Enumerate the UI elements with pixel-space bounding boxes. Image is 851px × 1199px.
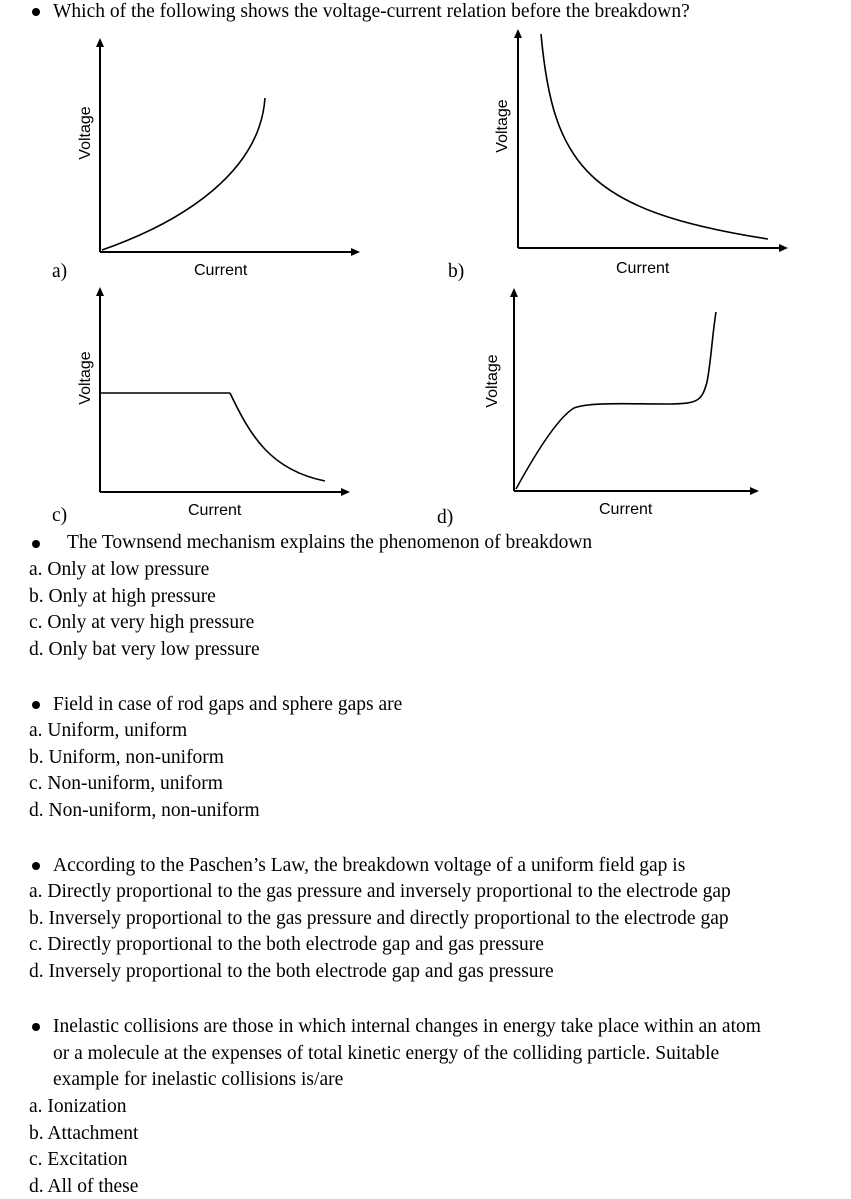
- graph-b-x-label: Current: [616, 260, 670, 277]
- question-4-option: d. Inversely proportional to the both electrode gap and gas pressure: [29, 961, 554, 982]
- graph-c-option-label: c): [52, 505, 68, 526]
- graph-b-option-label: b): [448, 261, 465, 282]
- question-4-text: According to the Paschen’s Law, the breakdown voltage of a uniform field gap is: [53, 855, 686, 876]
- graph-c-y-label: Voltage: [77, 351, 94, 405]
- question-4-option: b. Inversely proportional to the gas pressure and directly proportional to the electrode gap: [29, 908, 729, 929]
- bullet: [32, 8, 40, 16]
- question-2-text: The Townsend mechanism explains the phenomenon of breakdown: [67, 532, 593, 553]
- question-4-option: c. Directly proportional to the both electrode gap and gas pressure: [29, 934, 544, 955]
- graph-a: [90, 36, 370, 266]
- bullet: [32, 1023, 40, 1031]
- graph-b-y-label: Voltage: [494, 99, 511, 153]
- bullet: [32, 540, 40, 548]
- question-3-option: d. Non-uniform, non-uniform: [29, 800, 260, 821]
- graph-d: [504, 282, 764, 497]
- graph-d-x-label: Current: [599, 501, 653, 518]
- question-2-option: d. Only bat very low pressure: [29, 639, 260, 660]
- graph-b: [508, 26, 793, 256]
- graph-a-x-label: Current: [194, 262, 248, 279]
- question-5-text-line: or a molecule at the expenses of total kinetic energy of the colliding particle. Suitable: [53, 1043, 720, 1064]
- graph-c-x-label: Current: [188, 502, 242, 519]
- question-5-option: a. Ionization: [29, 1096, 127, 1117]
- question-2-option: a. Only at low pressure: [29, 559, 210, 580]
- question-2-option: c. Only at very high pressure: [29, 612, 255, 633]
- graph-d-option-label: d): [437, 507, 454, 528]
- question-5-option: c. Excitation: [29, 1149, 128, 1170]
- question-3-text: Field in case of rod gaps and sphere gaps are: [53, 694, 403, 715]
- graph-c: [90, 280, 355, 500]
- question-3-option: c. Non-uniform, uniform: [29, 773, 223, 794]
- graph-a-option-label: a): [52, 261, 68, 282]
- graph-d-y-label: Voltage: [484, 354, 501, 408]
- graph-a-y-label: Voltage: [77, 106, 94, 160]
- question-5-text-line: example for inelastic collisions is/are: [53, 1069, 344, 1090]
- question-3-option: a. Uniform, uniform: [29, 720, 188, 741]
- question-5-option: d. All of these: [29, 1176, 139, 1197]
- question-4-option: a. Directly proportional to the gas pressure and inversely proportional to the electrode gap: [29, 881, 731, 902]
- bullet: [32, 701, 40, 709]
- question-5-option: b. Attachment: [29, 1123, 139, 1144]
- question-1-text: Which of the following shows the voltage-current relation before the breakdown?: [53, 1, 690, 22]
- question-2-option: b. Only at high pressure: [29, 586, 216, 607]
- bullet: [32, 862, 40, 870]
- question-3-option: b. Uniform, non-uniform: [29, 747, 224, 768]
- question-5-text-line: Inelastic collisions are those in which internal changes in energy take place within an atom: [53, 1016, 761, 1037]
